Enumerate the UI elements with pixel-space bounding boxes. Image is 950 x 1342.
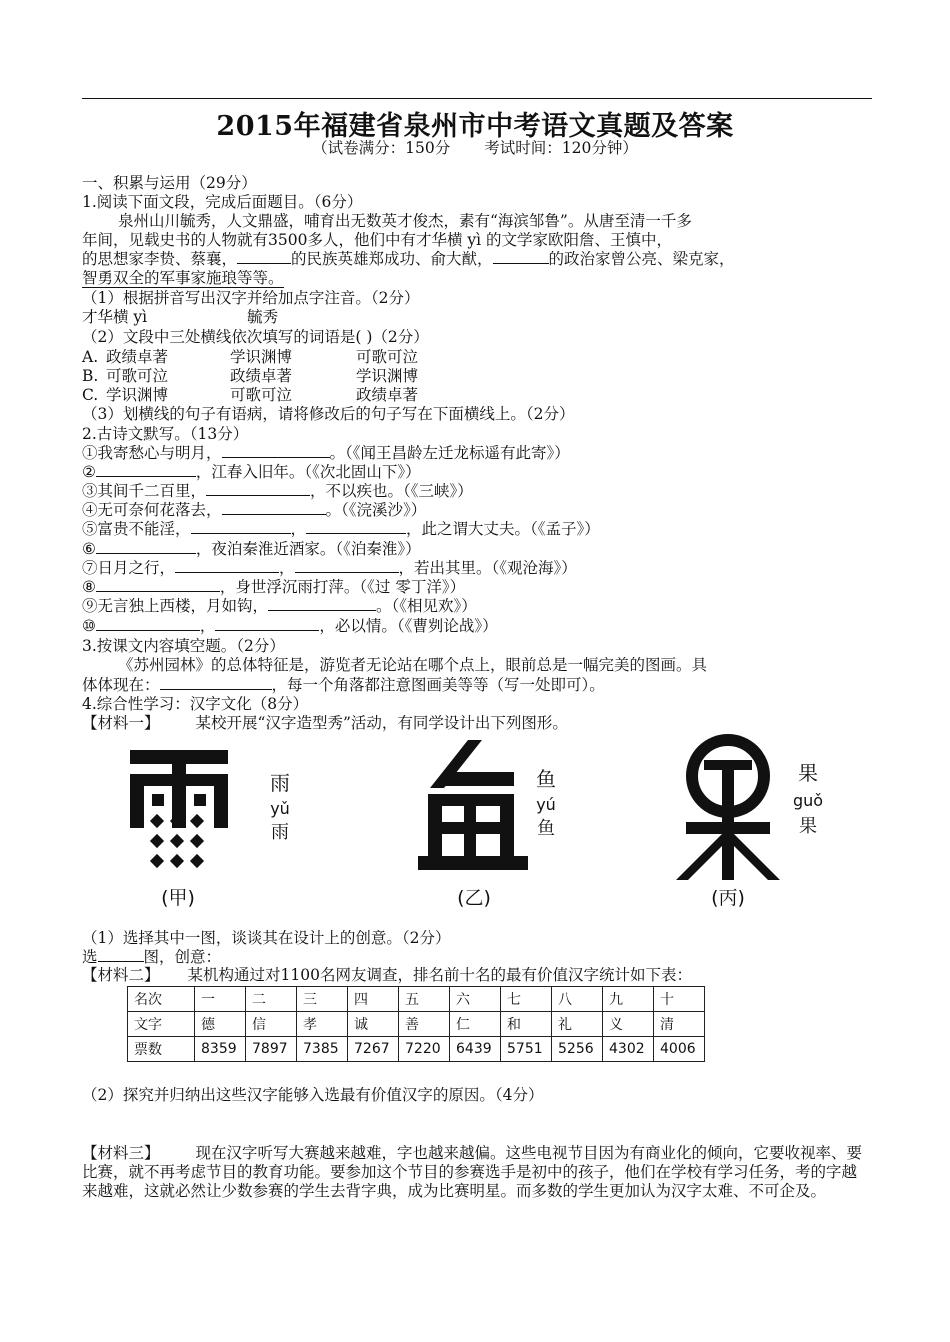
table-cell: 和 [501,1012,552,1037]
table-cell: 孝 [297,1012,348,1037]
passage-blank-2[interactable] [493,250,549,264]
q3-line-1: 《苏州园林》的总体特征是，游览者无论站在哪个点上，眼前总是一幅完美的图画。具 [118,656,708,674]
rain-annotation-glyph: 雨 [270,771,290,795]
fish-annotation-glyph: 鱼 [536,767,556,791]
poem-item-3: ③其间千二百里， ，不以疾也。（《三峡》） [82,482,473,500]
poem-blank[interactable] [206,482,310,496]
row-header: 票数 [128,1037,195,1062]
option-a[interactable]: A. 政绩卓著 学识渊博 可歌可泣 [82,348,419,366]
exam-time: 考试时间：120分钟） [484,139,638,157]
character-design-figures [88,730,868,920]
option-b[interactable]: B. 可歌可泣 政绩卓著 学识渊博 [82,367,419,385]
table-cell: 三 [297,987,348,1012]
fruit-design-figure [676,740,780,880]
table-cell: 7897 [246,1037,297,1062]
poem-blank[interactable] [175,559,279,573]
fruit-annotation-glyph: 果 [798,761,818,785]
material-two: 【材料二】 某机构通过对1100名网友调查，排名前十名的最有价值汉字统计如下表： [82,966,692,984]
poem-blank[interactable] [96,540,196,554]
passage-blank-1[interactable] [237,250,291,264]
caption-jia: (甲) [161,887,195,909]
rain-design-figure [130,750,228,868]
table-cell: 7385 [297,1037,348,1062]
underlined-sentence: 智勇双全的军事家施琅等等。 [82,269,284,287]
fish-annotation-pinyin: yú [536,795,556,814]
q1-sub2: （2）文段中三处横线依次填写的词语是( )（2分） [82,328,429,346]
poem-blank[interactable] [222,444,330,458]
q3-line-2: 体体现在： ，每一个角落都注意图画美等等（写一处即可）。 [82,676,605,694]
page-title: 2015年福建省泉州市中考语文真题及答案 [216,111,734,142]
poem-item-9: ⑨无言独上西楼，月如钩， 。（《相见欢》） [82,597,477,615]
table-cell: 一 [195,987,246,1012]
table-cell: 清 [654,1012,705,1037]
q1-sub1: （1）根据拼音写出汉字并给加点字注音。（2分） [82,289,420,307]
poem-item-4: ④无可奈何花落去， 。（《浣溪沙》） [82,501,427,519]
q2-title: 2.古诗文默写。（13分） [82,425,249,443]
q4-sub2: （2）探究并归纳出这些汉字能够入选最有价值汉字的原因。（4分） [82,1086,544,1104]
q3-title: 3.按课文内容填空题。（2分） [82,637,285,655]
row-header: 名次 [128,987,195,1012]
fish-design-figure [418,740,528,870]
table-cell: 信 [246,1012,297,1037]
table-cell: 5751 [501,1037,552,1062]
poem-item-2: ② ，江春入旧年。（《次北固山下》） [82,463,421,481]
top-rule [82,98,872,99]
passage-line-2: 年间，见载史书的人物就有3500多人，他们中有才华横 yì 的文学家欧阳詹、王慎中， [82,231,673,249]
poem-item-1: ①我寄愁心与明月， 。（《闻王昌龄左迁龙标遥有此寄》） [82,444,570,462]
exam-info [0,136,950,158]
table-cell: 义 [603,1012,654,1037]
table-cell: 德 [195,1012,246,1037]
table-cell: 礼 [552,1012,603,1037]
fish-annotation-char: 鱼 [537,818,555,839]
poem-blank[interactable] [96,578,220,592]
poem-blank[interactable] [191,520,291,534]
rain-annotation-pinyin: yǔ [270,799,290,818]
fruit-annotation-pinyin: guǒ [792,791,824,810]
poem-item-7: ⑦日月之行， ， ，若出其里。（《观沧海》） [82,559,577,577]
rain-annotation-char: 雨 [271,822,289,843]
table-cell: 7267 [348,1037,399,1062]
poem-blank[interactable] [295,559,399,573]
valuable-characters-table [127,986,705,1062]
poem-blank[interactable] [268,597,376,611]
figure-choice-blank[interactable] [98,948,144,962]
q4-title: 4.综合性学习：汉字文化（8分） [82,695,309,713]
poem-blank[interactable] [96,617,200,631]
q1-sub3: （3）划横线的句子有语病，请将修改后的句子写在下面横线上。（2分） [82,405,575,423]
table-cell: 十 [654,987,705,1012]
passage-line-4 [82,269,284,288]
fruit-annotation-char: 果 [799,816,817,837]
table-cell: 4302 [603,1037,654,1062]
poem-blank[interactable] [306,520,406,534]
poem-item-6: ⑥ ，夜泊秦淮近酒家。（《泊秦淮》） [82,540,421,558]
q1-sub1-answer: 才华横 yì 毓秀 [82,308,279,326]
table-cell: 七 [501,987,552,1012]
caption-bing: (丙) [711,887,745,909]
poem-item-8: ⑧ ，身世浮沉雨打萍。（《过 零丁洋》） [82,578,466,596]
table-cell: 六 [450,987,501,1012]
material-one: 【材料一】 某校开展“汉字造型秀”活动，有同学设计出下列图形。 [82,714,568,732]
table-row-char [128,1012,705,1037]
table-cell: 五 [399,987,450,1012]
table-cell: 4006 [654,1037,705,1062]
full-marks: （试卷满分：150分 [312,139,451,157]
table-cell: 二 [246,987,297,1012]
poem-item-5: ⑤富贵不能淫， ， ，此之谓大丈夫。（《孟子》） [82,520,600,538]
table-cell: 诚 [348,1012,399,1037]
q3-blank[interactable] [160,676,272,690]
table-cell: 7220 [399,1037,450,1062]
caption-yi: (乙) [457,887,491,909]
material-three: 【材料三】 现在汉字听写大赛越来越难，字也越来越偏。这些电视节目因为有商业化的倾向，它要收视率、要比赛，就不再考虑节目的教育功能。要参加这个节目的参赛选手是初中的孩子，他们在学校有学习任务，考的字越来越难，这就必然让少数参赛的学生去背字典，成为比赛明星。而多数的学生更加认为汉字太难、不可企及。 [82,1144,863,1200]
table-cell: 6439 [450,1037,501,1062]
passage-line-3: 的思想家李贽、蔡襄， 的民族英雄郑成功、俞大猷， 的政治家曾公亮、梁克家， [82,250,735,268]
option-c[interactable]: C. 学识渊博 可歌可泣 政绩卓著 [82,386,419,404]
table-cell: 八 [552,987,603,1012]
q4-sub1: （1）选择其中一图，谈谈其在设计上的创意。（2分） [82,929,451,947]
table-cell: 仁 [450,1012,501,1037]
q1-title: 1.阅读下面文段，完成后面题目。（6分） [82,193,363,211]
q4-sub1-answer: 选 图，创意： [82,948,222,966]
passage-line-1: 泉州山川毓秀，人文鼎盛，哺育出无数英才俊杰，素有“海滨邹鲁”。从唐至清一千多 [118,212,692,230]
table-cell: 善 [399,1012,450,1037]
table-row-rank [128,987,705,1012]
section-heading: 一、积累与运用（29分） [82,174,257,192]
table-cell: 8359 [195,1037,246,1062]
poem-blank[interactable] [222,501,326,515]
table-cell: 九 [603,987,654,1012]
table-cell: 5256 [552,1037,603,1062]
table-cell: 四 [348,987,399,1012]
table-row-votes [128,1037,705,1062]
row-header: 文字 [128,1012,195,1037]
poem-item-10: ⑩ ， ，必以情。（《曹刿论战》） [82,617,498,635]
poem-blank[interactable] [215,617,319,631]
poem-blank[interactable] [96,463,196,477]
